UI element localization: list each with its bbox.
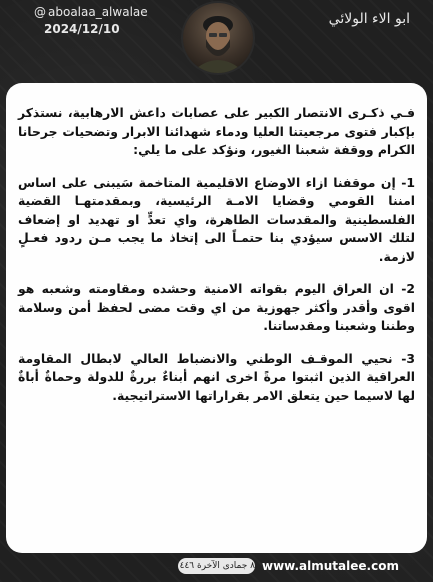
hijri-date-badge: ٨ جمادى الآخرة ١٤٤٦هـ [178, 558, 255, 574]
website-link[interactable]: www.almutalee.com [262, 559, 399, 573]
point-3-paragraph: 3- نحيي الموقـف الوطني والانضباط العالي لابطال المقاومة العراقية الذين اثبتوا مرةً اخرى انهم أبناءٌ بررةٌ للدولة وحماةٌ أباةٌ لها لاسيما حين يتعلق الامر بقراراتها الاستراتيجية. [18, 350, 415, 403]
post-header [0, 0, 433, 80]
portrait-image [183, 3, 253, 73]
post-footer [0, 553, 433, 582]
author-name: ابو الاء الولائي [328, 11, 410, 27]
statement-text [18, 104, 415, 419]
post-date: 2024/12/10 [44, 22, 120, 36]
account-handle[interactable] [34, 5, 148, 19]
avatar [183, 3, 253, 73]
at-sign: @ [34, 5, 46, 19]
account-handle-text: aboalaa_alwalae [48, 5, 148, 19]
point-1-paragraph: 1- إن موقفنا ازاء الاوضاع الاقليمية المتاخمة سَيبنى على اساس امننا القومي وقضايا الامـة الرئيسية، وبمقدمتهـا القضية الفلسطينية والمقدسات الطاهرة، واي تعدٍّ او تهديد او إضعاف لتلك الاسس سيؤدي بنا حتمـاً الى إتخاذ ما يجب مـن ردود فعـلٍ لازمة. [18, 174, 415, 264]
intro-paragraph: فـي ذكـرى الانتصار الكبير على عصابات داعش الارهابية، نستذكر بإكبار فتوى مرجعيتنا العليا ودماء شهدائنا الابرار وتضحيات جرحانا الكرام ووقفة شعبنا الغيور، ونؤكد على ما يلي: [18, 105, 415, 157]
point-2-paragraph: 2- ان العراق اليوم بقواته الامنية وحشده ومقاومته وشعبه هو اقوى وأقدر وأكثر جهوزية من اي وقت مضى لحفظ أمن وسلامة وطننا وشعبنا ومقدساتنا. [18, 281, 415, 333]
